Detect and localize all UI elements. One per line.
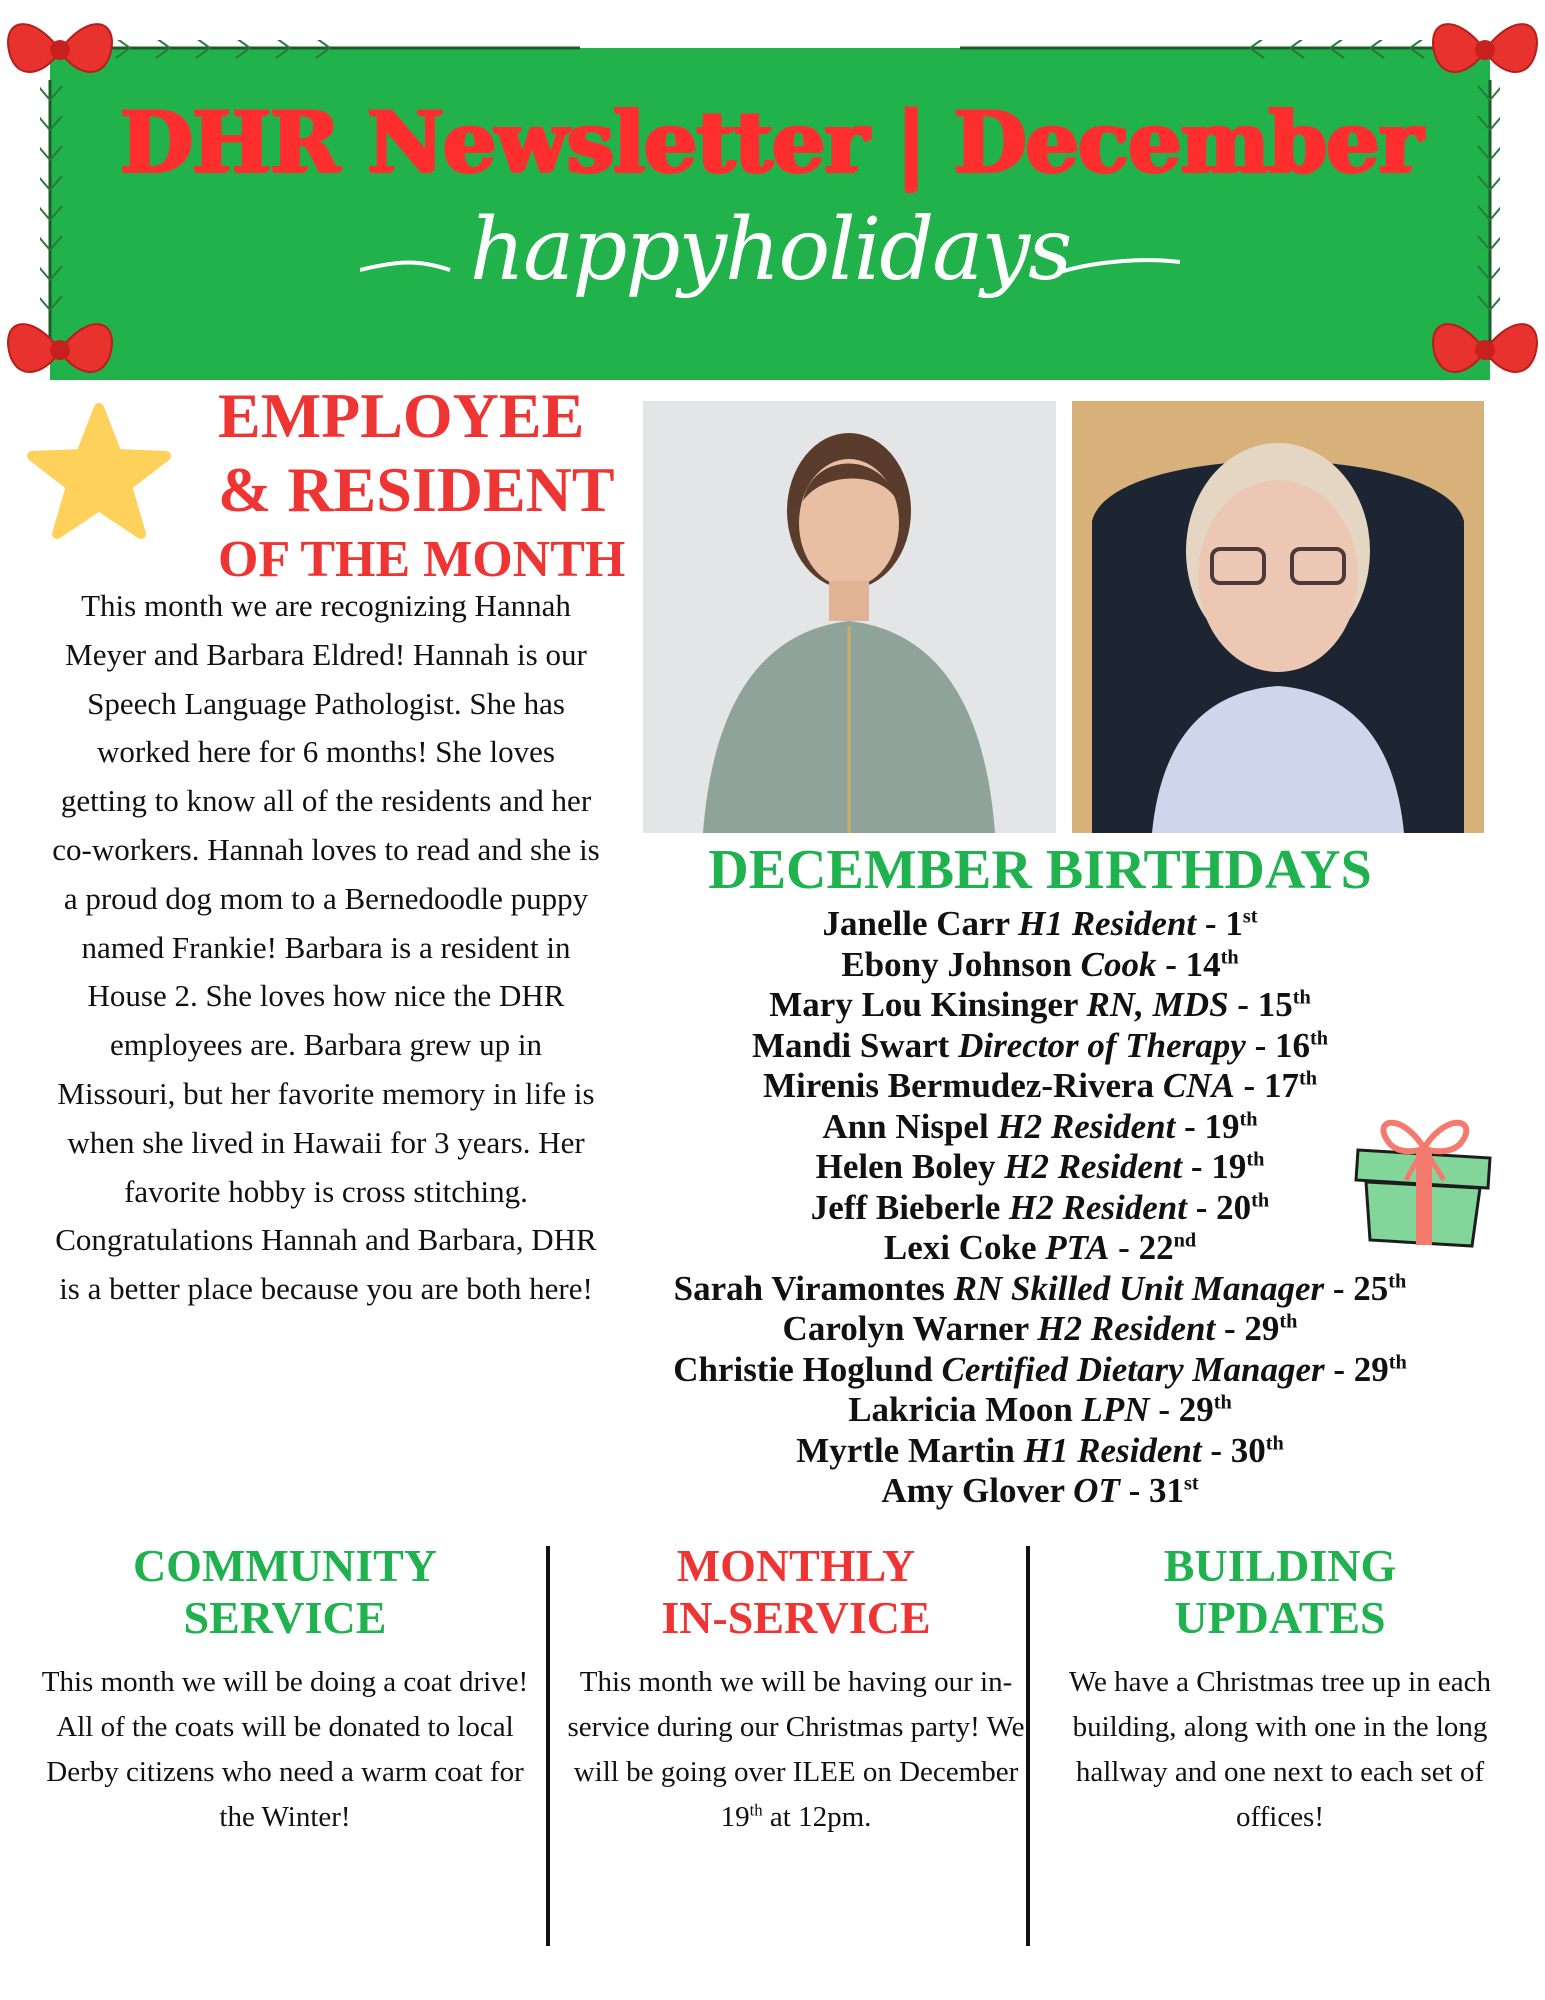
birthday-name: Sarah Viramontes	[673, 1268, 945, 1308]
birthday-role: H2 Resident	[1004, 1147, 1183, 1186]
birthday-day-suffix: th	[1388, 1350, 1407, 1373]
birthday-name: Mary Lou Kinsinger	[769, 985, 1078, 1024]
birthday-role: PTA	[1045, 1228, 1110, 1267]
birthday-sep: -	[1186, 1187, 1217, 1227]
birthday-day: 29	[1244, 1309, 1280, 1348]
birthday-item	[600, 1026, 1480, 1067]
building-updates-heading-line2: UPDATES	[1174, 1592, 1386, 1643]
birthday-name: Myrtle Martin	[796, 1430, 1015, 1470]
birthday-item	[600, 1431, 1480, 1472]
birthday-name: Janelle Carr	[822, 904, 1010, 943]
birthday-role: Director of Therapy	[958, 1025, 1246, 1065]
birthday-day: 17	[1263, 1066, 1299, 1105]
birthday-role: H2 Resident	[1037, 1309, 1216, 1348]
birthday-role: OT	[1073, 1471, 1120, 1510]
building-updates-text: We have a Christmas tree up in each building, along with one in the long hallway and one next to each set of offices!	[1068, 1666, 1492, 1833]
bow-icon	[0, 300, 120, 410]
birthday-sep: -	[1182, 1147, 1212, 1186]
birthday-role: LPN	[1081, 1390, 1150, 1429]
birthday-day-suffix: st	[1183, 1472, 1199, 1495]
birthday-day: 22	[1138, 1228, 1174, 1267]
birthday-day-suffix: st	[1242, 905, 1258, 928]
birthday-item	[600, 945, 1480, 986]
employee-photo	[643, 401, 1056, 833]
birthday-name: Mirenis Bermudez-Rivera	[763, 1066, 1155, 1105]
birthday-sep: -	[1156, 944, 1186, 984]
birthday-day-suffix: th	[1265, 1431, 1284, 1454]
birthday-name: Christie Hoglund	[673, 1349, 933, 1389]
birthday-day-suffix: nd	[1173, 1229, 1197, 1252]
eom-heading-line2: & RESIDENT	[218, 454, 615, 525]
birthday-sep: -	[1196, 904, 1226, 943]
birthday-sep: -	[1109, 1228, 1139, 1267]
birthday-day-suffix: th	[1309, 1026, 1329, 1049]
birthday-day: 15	[1257, 985, 1293, 1024]
inservice-date-suffix: th	[749, 1800, 763, 1820]
birthday-role: RN Skilled Unit Manager	[953, 1268, 1325, 1308]
community-service-heading	[40, 1540, 530, 1644]
monthly-inservice-heading-line2: IN-SERVICE	[661, 1592, 931, 1643]
birthday-item	[600, 1309, 1480, 1350]
eom-heading-line3: OF THE MONTH	[218, 531, 626, 588]
birthday-day-suffix: th	[1251, 1188, 1270, 1211]
birthday-day: 20	[1216, 1187, 1252, 1227]
birthday-item	[600, 1350, 1480, 1391]
birthday-day-suffix: th	[1239, 1107, 1258, 1130]
birthday-day: 30	[1230, 1430, 1266, 1470]
birthday-day-suffix: th	[1388, 1269, 1407, 1292]
birthday-day-suffix: th	[1246, 1148, 1265, 1171]
birthday-day-suffix: th	[1213, 1391, 1232, 1414]
birthday-day: 14	[1185, 944, 1221, 984]
birthday-name: Ebony Johnson	[841, 944, 1072, 984]
birthday-day: 19	[1204, 1106, 1240, 1146]
birthdays-heading: DECEMBER BIRTHDAYS	[708, 839, 1372, 901]
birthday-day: 29	[1353, 1349, 1389, 1389]
birthday-name: Carolyn Warner	[782, 1309, 1029, 1348]
birthday-item	[600, 985, 1480, 1026]
birthday-item	[600, 1471, 1480, 1512]
birthday-day-suffix: th	[1279, 1310, 1298, 1333]
birthday-day: 29	[1178, 1390, 1214, 1429]
birthday-day: 19	[1211, 1147, 1247, 1186]
eom-story: This month we are recognizing Hannah Meyer and Barbara Eldred! Hannah is our Speech Language Pathologist. She has worked here for 6 months! She loves getting to know all of the residents and her co-workers. Hannah loves to read and she is a proud dog mom to a Bernedoodle puppy named Frankie! Barbara is a resident in House 2. She loves how nice the DHR employees are. Barbara grew up in Missouri, but her favorite memory in life is when she lived in Hawaii for 3 years. Her favorite hobby is cross stitching. Congratulations Hannah and Barbara, DHR is a better place because you are both here!	[52, 588, 600, 1307]
inservice-text-time: at 12pm.	[762, 1801, 872, 1833]
birthday-sep: -	[1234, 1066, 1264, 1105]
community-service-heading-line2: SERVICE	[183, 1592, 387, 1643]
birthday-name: Lexi Coke	[883, 1228, 1037, 1267]
birthday-item	[600, 904, 1480, 945]
birthday-role: Cook	[1080, 944, 1157, 984]
birthday-day: 25	[1353, 1268, 1389, 1308]
birthday-sep: -	[1175, 1106, 1205, 1146]
bow-icon	[1425, 0, 1545, 100]
birthday-sep: -	[1324, 1268, 1354, 1308]
eom-heading-line1: EMPLOYEE	[218, 380, 585, 451]
birthday-name: Helen Boley	[815, 1147, 996, 1186]
birthday-sep: -	[1201, 1430, 1231, 1470]
birthday-sep: -	[1228, 985, 1258, 1024]
monthly-inservice-text	[556, 1660, 1036, 1840]
birthday-role: H2 Resident	[997, 1106, 1176, 1146]
monthly-inservice-heading	[556, 1540, 1036, 1644]
birthday-day-suffix: th	[1292, 986, 1311, 1009]
birthday-sep: -	[1149, 1390, 1179, 1429]
monthly-inservice-heading-line1: MONTHLY	[676, 1540, 916, 1591]
gift-icon	[1340, 1100, 1500, 1250]
inservice-text-main: This month we will be having our in-service during our Christmas party! We will be going over ILEE on December 19	[567, 1666, 1025, 1833]
banner-subtitle: happyholidays	[469, 200, 1071, 300]
birthday-item	[600, 1269, 1480, 1310]
birthday-name: Mandi Swart	[751, 1025, 950, 1065]
birthday-role: RN, MDS	[1086, 985, 1229, 1024]
birthday-sep: -	[1215, 1309, 1245, 1348]
building-updates-heading	[1040, 1540, 1520, 1644]
star-icon	[24, 400, 174, 550]
bow-icon	[1425, 300, 1545, 410]
column-divider	[546, 1546, 550, 1946]
birthday-sep: -	[1245, 1025, 1275, 1065]
birthday-role: Certified Dietary Manager	[941, 1349, 1325, 1389]
birthday-name: Ann Nispel	[822, 1106, 989, 1146]
birthday-day-suffix: th	[1298, 1067, 1317, 1090]
birthday-role: CNA	[1162, 1066, 1235, 1105]
birthday-day: 1	[1225, 904, 1243, 943]
birthday-role: H1 Resident	[1018, 904, 1197, 943]
column-divider	[1026, 1546, 1030, 1946]
building-updates-heading-line1: BUILDING	[1163, 1540, 1397, 1591]
community-service-text: This month we will be doing a coat drive! All of the coats will be donated to local Derby citizens who need a warm coat for the Winter!	[41, 1666, 529, 1833]
birthday-day-suffix: th	[1220, 945, 1239, 968]
newsletter-title: DHR Newsletter | December	[119, 92, 1421, 191]
birthday-role: H1 Resident	[1023, 1430, 1202, 1470]
birthday-name: Amy Glover	[881, 1471, 1065, 1510]
birthday-sep: -	[1119, 1471, 1149, 1510]
birthday-sep: -	[1324, 1349, 1354, 1389]
birthday-item	[600, 1390, 1480, 1431]
birthday-day: 16	[1274, 1025, 1310, 1065]
community-service-heading-line1: COMMUNITY	[132, 1540, 438, 1591]
bow-icon	[0, 0, 120, 100]
resident-photo	[1072, 401, 1484, 833]
birthday-name: Lakricia Moon	[848, 1390, 1073, 1429]
birthday-name: Jeff Bieberle	[810, 1187, 1001, 1227]
birthday-role: H2 Resident	[1009, 1187, 1187, 1227]
birthday-day: 31	[1148, 1471, 1184, 1510]
